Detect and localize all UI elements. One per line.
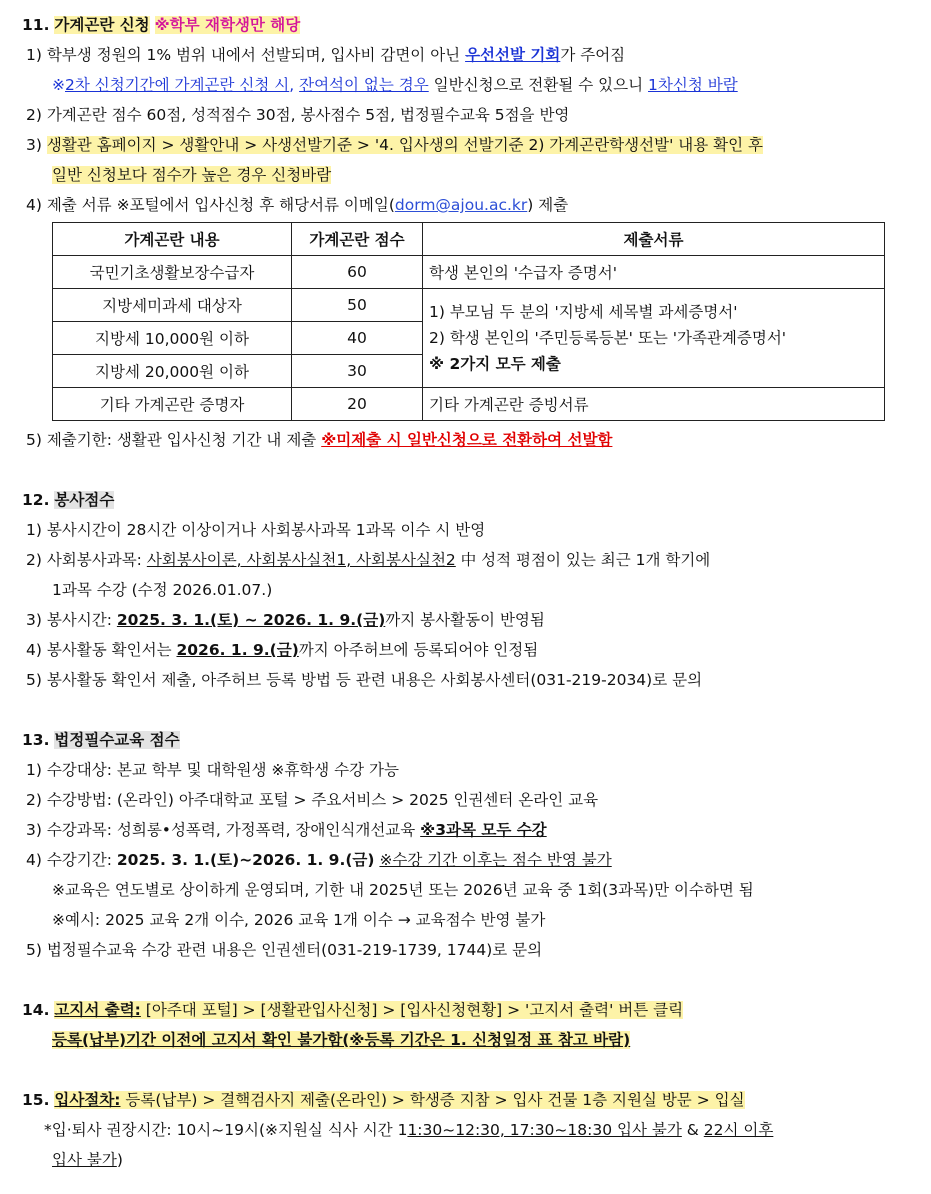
text: 4) 수강기간: [26, 851, 117, 869]
emphasis: 2026. 1. 9.(금) [176, 641, 299, 659]
emphasis: 22시 이후 [703, 1121, 774, 1139]
table-cell: 20 [292, 388, 423, 421]
text: 3) 수강과목: 성희롱•성폭력, 가정폭력, 장애인식개선교육 [26, 821, 421, 839]
merged-line: ※ 2가지 모두 제출 [429, 355, 561, 373]
emphasis: ※수강 기간 이후는 점수 반영 불가 [379, 851, 612, 869]
s11-item-3 [22, 130, 914, 160]
s13-item-4 [22, 845, 914, 875]
s12-item-2 [22, 545, 914, 575]
text: 4) 제출 서류 ※포털에서 입사신청 후 해당서류 이메일( [26, 196, 395, 214]
section-note: ※학부 재학생만 해당 [154, 16, 301, 34]
emphasis: 입사 불가 [52, 1151, 117, 1169]
section-title: 가계곤란 신청 [54, 16, 150, 34]
text: ) [116, 1151, 123, 1169]
s13-note-2: ※예시: 2025 교육 2개 이수, 2026 교육 1개 이수 → 교육점수 반영 불가 [52, 911, 546, 929]
table-cell: 기타 가계곤란 증명자 [53, 388, 292, 421]
section-title: 입사절차: [54, 1091, 121, 1109]
merged-line: 2) 학생 본인의 '주민등록등본' 또는 '가족관계증명서' [429, 329, 787, 347]
table-cell: 50 [292, 289, 423, 322]
section-text: 등록(납부) > 결핵검사지 제출(온라인) > 학생증 지참 > 입사 건물 1층 지원실 방문 > 입실 [120, 1091, 745, 1109]
s11-item-3-cont [22, 160, 914, 190]
note-mark: ※ [52, 76, 65, 94]
s13-item-2: 2) 수강방법: (온라인) 아주대학교 포털 > 주요서비스 > 2025 인권센터 온라인 교육 [26, 791, 599, 809]
emphasis: ※3과목 모두 수강 [420, 821, 547, 839]
table-row [53, 388, 885, 421]
section-number: 11. [22, 16, 50, 34]
text: *입·퇴사 권장시간: 10시~19시(※지원실 식사 시간 1 [44, 1121, 408, 1139]
table-header-row [53, 223, 885, 256]
table-row [53, 289, 885, 322]
table-cell: 60 [292, 256, 423, 289]
text: 3) 봉사시간: [26, 611, 117, 629]
table-header: 가계곤란 점수 [292, 223, 423, 256]
s12-item-3 [22, 605, 914, 635]
section-13-heading [22, 725, 914, 755]
table-cell: 국민기초생활보장수급자 [53, 256, 292, 289]
text: 일반신청으로 전환될 수 있으니 [428, 76, 649, 94]
section-number: 15. [22, 1091, 50, 1109]
text: 까지 봉사활동이 반영됨 [385, 611, 545, 629]
text: , [289, 76, 300, 94]
s12-item-4 [22, 635, 914, 665]
table-cell: 30 [292, 355, 423, 388]
s11-item-5 [22, 425, 914, 455]
section-number: 13. [22, 731, 50, 749]
section-11-heading [22, 10, 914, 40]
section-12-heading [22, 485, 914, 515]
section-text: [아주대 포털] > [생활관입사신청] > [입사신청현황] > '고지서 출력' 버튼 클릭 [140, 1001, 684, 1019]
text: 가 주어짐 [560, 46, 626, 64]
s15-line-3 [22, 1145, 914, 1175]
s11-item-1 [22, 40, 914, 70]
emphasis: 우선선발 기회 [465, 46, 561, 64]
text: 2) 사회봉사과목: [26, 551, 147, 569]
s12-item-1: 1) 봉사시간이 28시간 이상이거나 사회봉사과목 1과목 이수 시 반영 [26, 521, 486, 539]
highlight: 일반 신청보다 점수가 높은 경우 신청바람 [52, 166, 332, 184]
emphasis: 1차신청 바람 [648, 76, 738, 94]
text: 中 성적 평점이 있는 최근 1개 학기에 [455, 551, 711, 569]
s13-item-3 [22, 815, 914, 845]
s11-item-4 [22, 190, 914, 220]
hardship-table [52, 222, 885, 421]
section-title: 봉사점수 [54, 491, 115, 509]
s13-item-1: 1) 수강대상: 본교 학부 및 대학원생 ※휴학생 수강 가능 [26, 761, 399, 779]
table-header: 제출서류 [423, 223, 885, 256]
section-title: 법정필수교육 점수 [54, 731, 180, 749]
text: 3) [26, 136, 47, 154]
text: 4) 봉사활동 확인서는 [26, 641, 177, 659]
emphasis: 사회봉사이론, 사회봉사실천1, 사회봉사실천2 [146, 551, 456, 569]
section-number: 12. [22, 491, 50, 509]
s15-line-2 [22, 1115, 914, 1145]
table-merged-cell [423, 289, 885, 388]
s11-item-2: 2) 가계곤란 점수 60점, 성적점수 30점, 봉사점수 5점, 법정필수교육 5점을 반영 [26, 106, 570, 124]
table-cell: 지방세미과세 대상자 [53, 289, 292, 322]
s13-item-5: 5) 법정필수교육 수강 관련 내용은 인권센터(031-219-1739, 1744)로 문의 [26, 941, 543, 959]
text: 5) 제출기한: 생활관 입사신청 기간 내 제출 [26, 431, 322, 449]
text: & [681, 1121, 704, 1139]
text: 까지 아주허브에 등록되어야 인정됨 [298, 641, 539, 659]
table-row [53, 256, 885, 289]
emphasis: 2차 신청기간에 가계곤란 신청 시 [65, 76, 290, 94]
highlight: 생활관 홈페이지 > 생활안내 > 사생선발기준 > '4. 입사생의 선발기준 2) 가계곤란학생선발' 내용 확인 후 [46, 136, 763, 154]
section-14-heading [22, 995, 914, 1025]
section-number: 14. [22, 1001, 50, 1019]
table-cell: 지방세 20,000원 이하 [53, 355, 292, 388]
s14-line-2 [22, 1025, 914, 1055]
table-cell: 기타 가계곤란 증빙서류 [423, 388, 885, 421]
section-15-heading [22, 1085, 914, 1115]
email-link[interactable]: dorm@ajou.ac.kr [394, 196, 528, 214]
document-body [22, 10, 914, 1175]
table-header: 가계곤란 내용 [53, 223, 292, 256]
emphasis: 2025. 3. 1.(토)~2026. 1. 9.(금) [116, 851, 375, 869]
s11-item-1-note [22, 70, 914, 100]
text: ) 제출 [527, 196, 569, 214]
emphasis: 1:30~12:30, 17:30~18:30 입사 불가 [407, 1121, 682, 1139]
text: 1) 학부생 정원의 1% 범위 내에서 선발되며, 입사비 감면이 아닌 [26, 46, 466, 64]
table-cell: 지방세 10,000원 이하 [53, 322, 292, 355]
s12-item-5: 5) 봉사활동 확인서 제출, 아주허브 등록 방법 등 관련 내용은 사회봉사센터(031-219-2034)로 문의 [26, 671, 703, 689]
table-cell: 학생 본인의 '수급자 증명서' [423, 256, 885, 289]
emphasis: 2025. 3. 1.(토) ~ 2026. 1. 9.(금) [116, 611, 386, 629]
s12-item-2-cont: 1과목 수강 (수정 2026.01.07.) [52, 581, 273, 599]
section-title: 고지서 출력: [54, 1001, 141, 1019]
emphasis: 잔여석이 없는 경우 [299, 76, 429, 94]
warning: ※미제출 시 일반신청으로 전환하여 선발함 [321, 431, 613, 449]
table-cell: 40 [292, 322, 423, 355]
emphasis: 등록(납부)기간 이전에 고지서 확인 불가함(※등록 기간은 1. 신청일정 표 참고 바람) [52, 1031, 631, 1049]
s13-note-1: ※교육은 연도별로 상이하게 운영되며, 기한 내 2025년 또는 2026년 교육 중 1회(3과목)만 이수하면 됨 [52, 881, 754, 899]
merged-line: 1) 부모님 두 분의 '지방세 세목별 과세증명서' [429, 303, 738, 321]
